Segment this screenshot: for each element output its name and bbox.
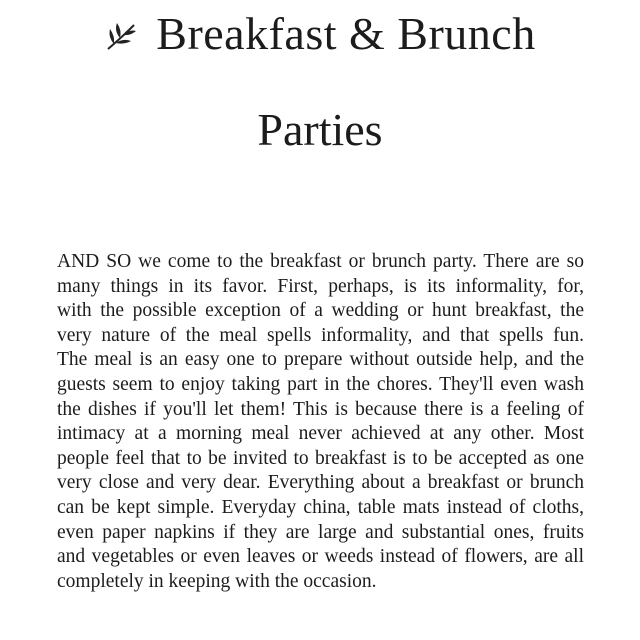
text-line: many things in its favor. First, perhaps, is its informality, for,	[57, 275, 584, 297]
text-line: very nature of the meal spells informality, and that spells fun.	[57, 324, 584, 346]
leaf-sprig-icon	[104, 19, 138, 53]
title-text: Breakfast & Brunch	[156, 8, 536, 59]
text-line: AND SO we come to the breakfast or brunch party. There are so	[57, 251, 584, 272]
page-title-line-1	[0, 4, 640, 64]
text-line: people feel that to be invited to breakfast is to be accepted as one	[57, 447, 584, 469]
body-paragraph	[57, 250, 584, 594]
text-line: guests seem to enjoy taking part in the chores. They'll even wash	[57, 373, 584, 395]
text-line: very close and very dear. Everything about a breakfast or brunch	[57, 472, 584, 494]
text-line: intimacy at a morning meal never achieved at any other. Most	[57, 423, 584, 445]
text-line: and vegetables or even leaves or weeds instead of flowers, are all	[57, 546, 584, 568]
text-line: with the possible exception of a wedding or hunt breakfast, the	[57, 300, 584, 322]
text-line: completely in keeping with the occasion.	[57, 570, 377, 592]
text-line: the dishes if you'll let them! This is because there is a feeling of	[57, 398, 584, 420]
page-title-line-2: Parties	[257, 104, 383, 155]
text-line: can be kept simple. Everyday china, table mats instead of cloths,	[57, 496, 584, 518]
text-line: even paper napkins if they are large and substantial ones, fruits	[57, 521, 584, 543]
text-line: The meal is an easy one to prepare without outside help, and the	[57, 349, 584, 371]
